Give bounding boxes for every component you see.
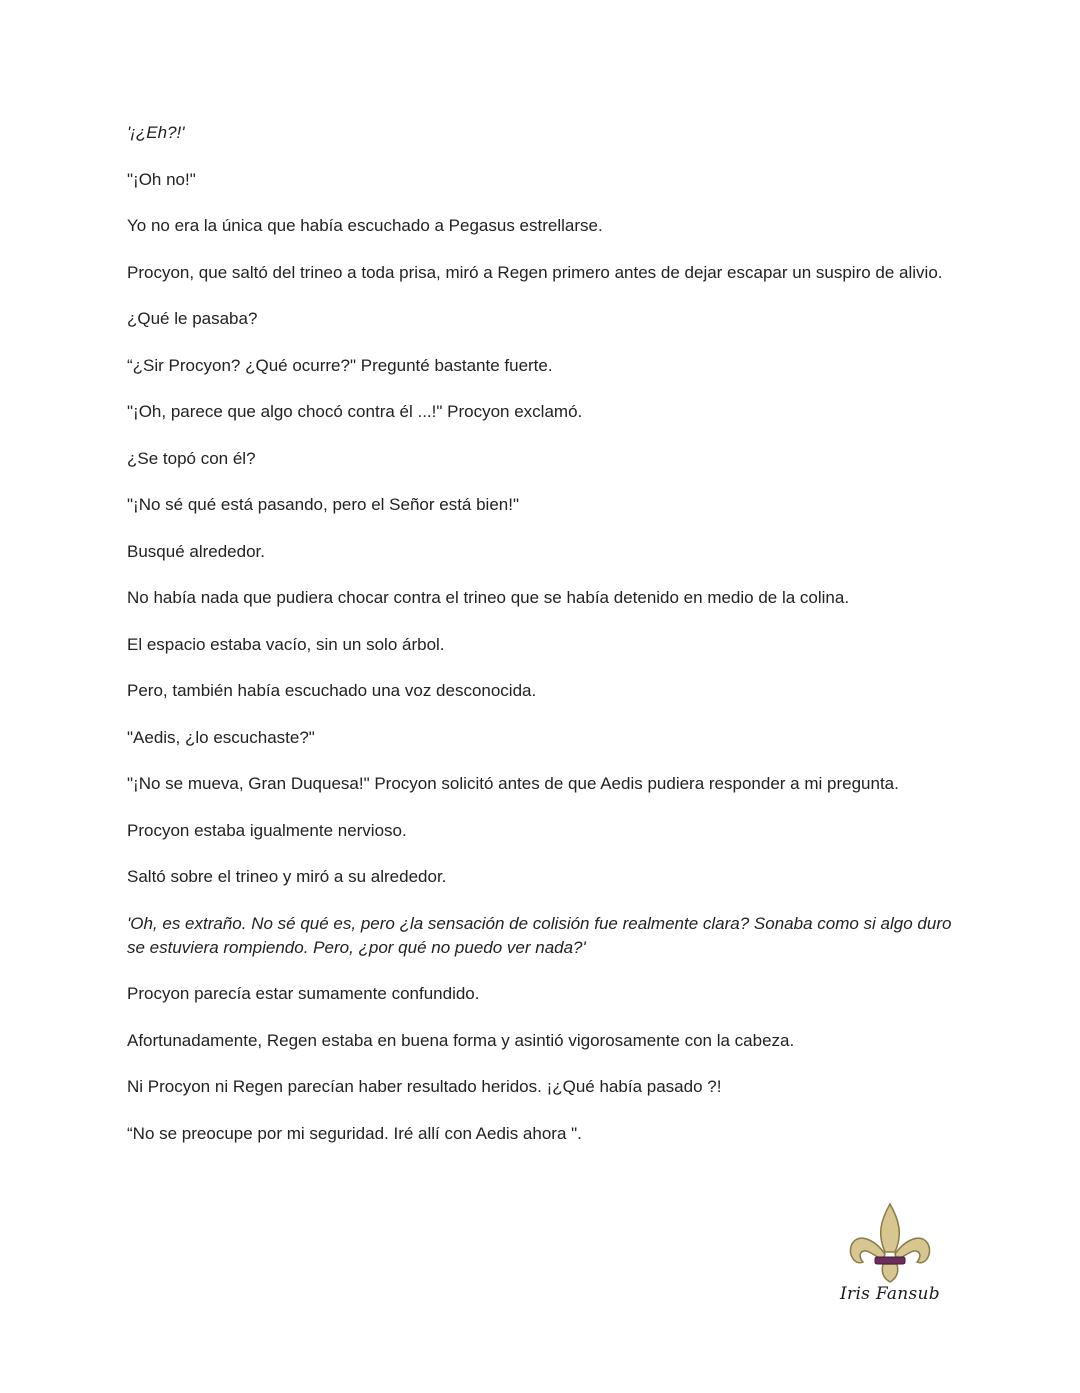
paragraph-18: 'Oh, es extraño. No sé qué es, pero ¿la sensación de colisión fue realmente clara? Sonaba como si algo duro se estuviera rompiendo. Pero, ¿por qué no puedo ver nada?' bbox=[127, 913, 952, 957]
paragraph-8: ¿Se topó con él? bbox=[127, 448, 256, 468]
paragraph-6: “¿Sir Procyon? ¿Qué ocurre?" Pregunté bastante fuerte. bbox=[127, 355, 553, 375]
paragraph-19: Procyon parecía estar sumamente confundido. bbox=[127, 984, 480, 1003]
paragraph-3: Yo no era la única que había escuchado a Pegasus estrellarse. bbox=[127, 216, 603, 235]
paragraph-2: "¡Oh no!" bbox=[127, 169, 196, 189]
paragraph-21: Ni Procyon ni Regen parecían haber resultado heridos. ¡¿Qué había pasado ?! bbox=[127, 1077, 722, 1096]
paragraph-17: Saltó sobre el trineo y miró a su alrededor. bbox=[127, 867, 447, 886]
paragraph-1: '¡¿Eh?!' bbox=[127, 123, 185, 142]
paragraph-7: "¡Oh, parece que algo chocó contra él ...!" Procyon exclamó. bbox=[127, 402, 583, 421]
paragraph-4: Procyon, que saltó del trineo a toda prisa, miró a Regen primero antes de dejar escapar un suspiro de alivio. bbox=[127, 262, 943, 282]
watermark-logo bbox=[840, 1200, 940, 1315]
fleur-de-lis-icon bbox=[845, 1200, 935, 1284]
paragraph-15: "¡No se mueva, Gran Duquesa!" Procyon solicitó antes de que Aedis pudiera responder a mi pregunta. bbox=[127, 774, 899, 793]
paragraph-12: El espacio estaba vacío, sin un solo árbol. bbox=[127, 634, 445, 654]
paragraph-5: ¿Qué le pasaba? bbox=[127, 309, 258, 328]
paragraph-10: Busqué alrededor. bbox=[127, 541, 265, 561]
paragraph-14: "Aedis, ¿lo escuchaste?" bbox=[127, 727, 315, 747]
paragraph-11: No había nada que pudiera chocar contra el trineo que se había detenido en medio de la colina. bbox=[127, 588, 850, 607]
paragraph-9: "¡No sé qué está pasando, pero el Señor está bien!" bbox=[127, 495, 519, 514]
watermark-text: Iris Fansub bbox=[840, 1284, 940, 1304]
paragraph-20: Afortunadamente, Regen estaba en buena forma y asintió vigorosamente con la cabeza. bbox=[127, 1030, 795, 1050]
document-body bbox=[127, 121, 957, 1168]
paragraph-13: Pero, también había escuchado una voz desconocida. bbox=[127, 681, 537, 700]
paragraph-22: “No se preocupe por mi seguridad. Iré allí con Aedis ahora ". bbox=[127, 1123, 582, 1143]
paragraph-16: Procyon estaba igualmente nervioso. bbox=[127, 820, 407, 840]
